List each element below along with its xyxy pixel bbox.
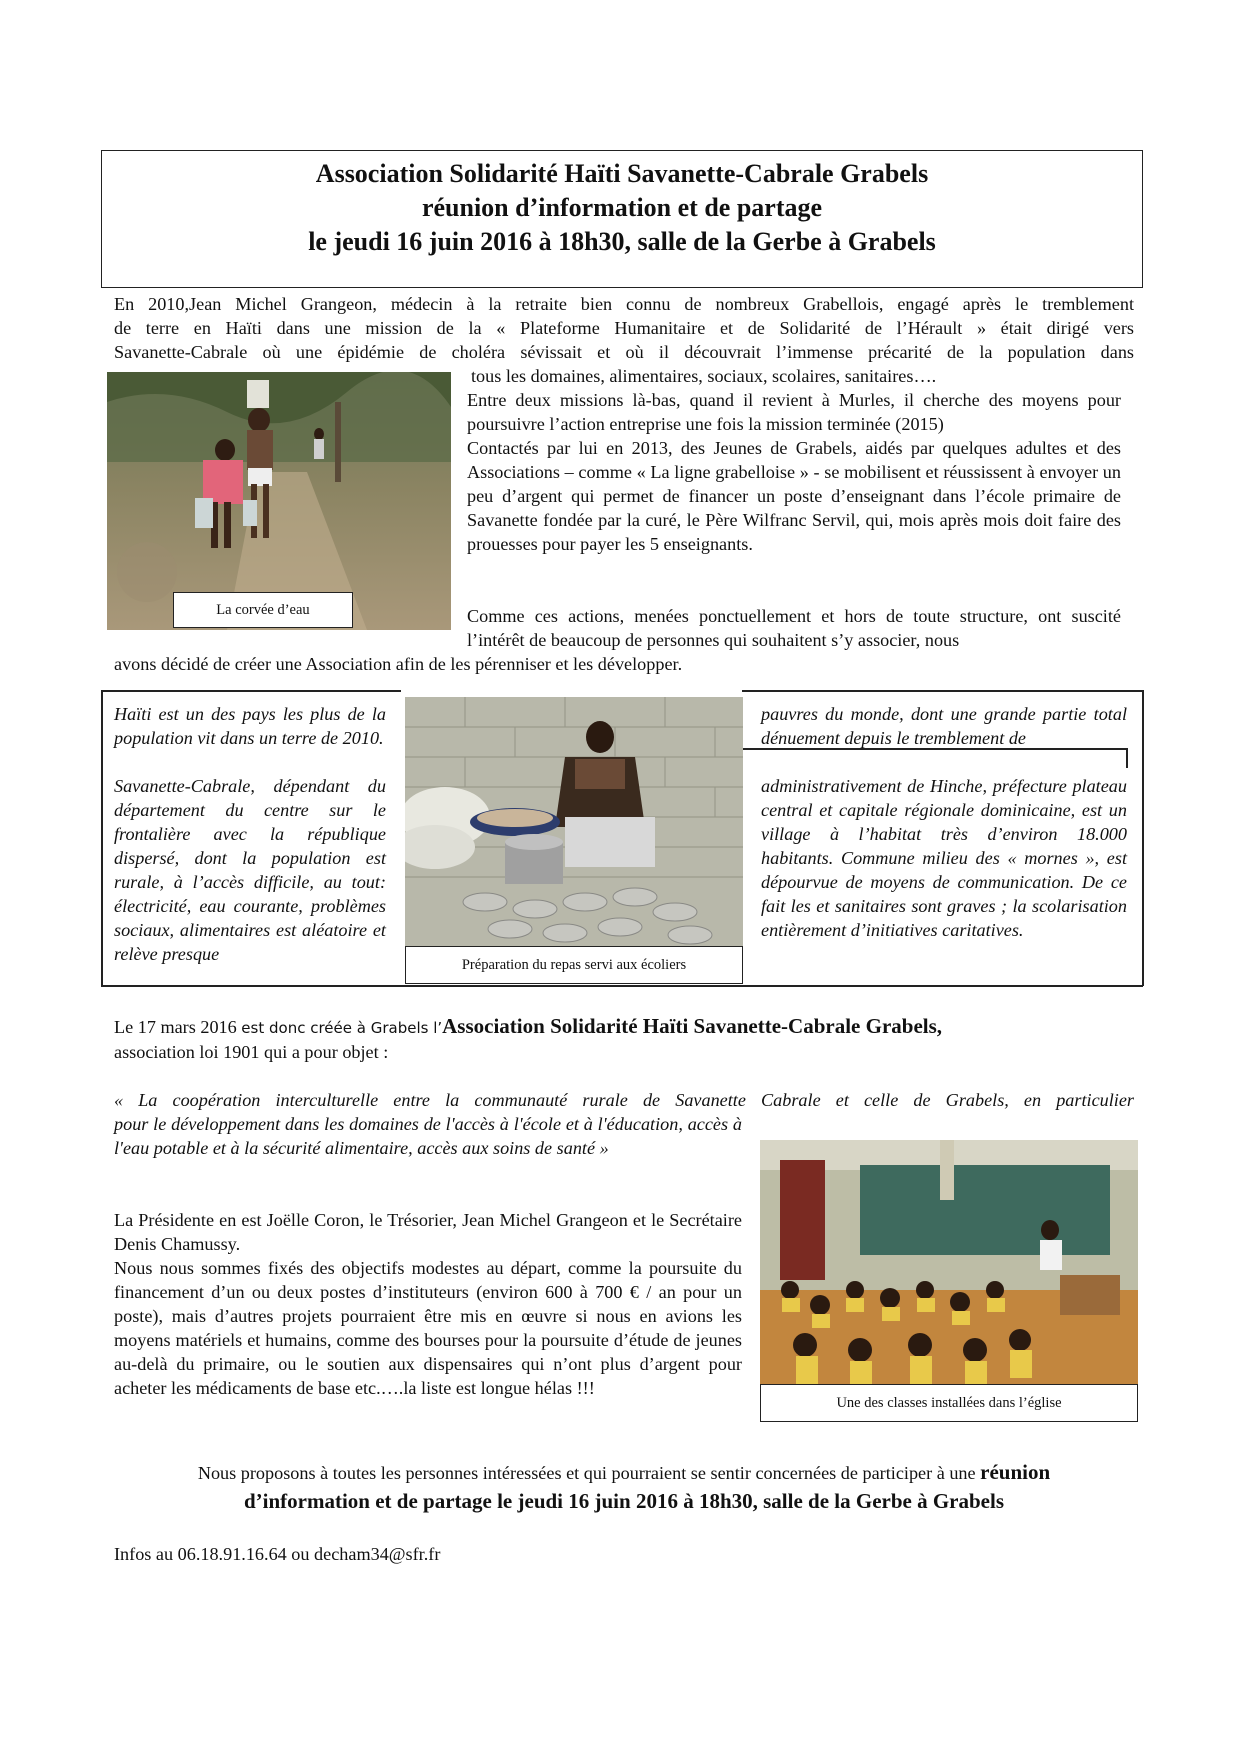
intro-line-2: de terre en Haïti dans une mission de la « Plateforme Humanitaire et de Solidarité de l’Hérault » était dirigé vers bbox=[114, 318, 1134, 338]
haiti-left-text-2: Savanette-Cabrale, dépendant du département du centre sur le frontalière avec la république dispersé, dont la population est rurale, à l’accès difficile, au tout: électricité, eau courante, problèmes sociaux, alimentaires est aléatoire et relève presque bbox=[114, 776, 386, 964]
frame-mid-right-tick bbox=[1126, 748, 1128, 768]
frame-top-right bbox=[742, 690, 1142, 692]
haiti-left-text: Haïti est un des pays les plus de la population vit dans un terre de 2010. bbox=[114, 704, 386, 748]
objectives-text: Nous nous sommes fixés des objectifs modestes au départ, comme la poursuite du financement d’un ou deux postes d’instituteurs (environ 600 à 700 € / an pour un poste), mais d’autres projets pourraient être mis en œuvre si nous en avions les moyens matériels et humains, comme des bourses pour la poursuite d’étude de jeunes au-delà du primaire, ou le soutien aux dispensaires qui n’ont plus d’argent pour acheter les médicaments de base etc.….la liste est longue hélas !!! bbox=[114, 1258, 742, 1398]
object-quote-line-1: « La coopération interculturelle entre la communauté rurale de Savanette Cabrale et celle de Grabels, en particulier bbox=[114, 1090, 1134, 1110]
object-quote-rest: pour le développement dans les domaines de l'accès à l'école et à l'éducation, accès à l'eau potable et à la sécurité alimentaire, accès aux soins de santé » bbox=[114, 1114, 742, 1158]
intro-para-4-end: avons décidé de créer une Association afin de les pérenniser et les développer. bbox=[114, 654, 683, 674]
title-line-1: Association Solidarité Haïti Savanette-Cabrale Grabels bbox=[315, 159, 929, 188]
classroom-photo bbox=[760, 1140, 1138, 1390]
creation-mid: est donc créée à Grabels l’ bbox=[241, 1019, 443, 1037]
photo3-caption: Une des classes installées dans l’église bbox=[760, 1384, 1138, 1422]
invitation-line-1 bbox=[114, 1458, 1134, 1487]
creation-line-2: association loi 1901 qui a pour objet : bbox=[114, 1042, 389, 1062]
intro-para-3: Contactés par lui en 2013, des Jeunes de Grabels, aidés par quelques adultes et des Associations – comme « La ligne grabelloise » - se mobilisent et réussissent à envoyer un peu d’argent qui permet de financer un poste d’enseignant dans l’école primaire de Savanette fondée par la curé, le Père Wilfranc Servil, qui, mois après mois doit faire des prouesses pour payer les 5 enseignants. bbox=[467, 438, 1121, 554]
photo1-caption: La corvée d’eau bbox=[173, 592, 353, 628]
title-line-3: le jeudi 16 juin 2016 à 18h30, salle de la Gerbe à Grabels bbox=[308, 227, 936, 256]
frame-right bbox=[1142, 690, 1144, 986]
haiti-right-text: pauvres du monde, dont une grande partie total dénuement depuis le tremblement de bbox=[761, 704, 1127, 748]
contact-info: Infos au 06.18.91.16.64 ou decham34@sfr.fr bbox=[114, 1544, 441, 1564]
creation-line bbox=[114, 1014, 1134, 1040]
intro-line-4: tous les domaines, alimentaires, sociaux, scolaires, sanitaires…. bbox=[471, 366, 937, 386]
frame-bottom bbox=[101, 985, 1143, 987]
invitation-line-2: d’information et de partage le jeudi 16 juin 2016 à 18h30, salle de la Gerbe à Grabels bbox=[243, 1489, 1005, 1513]
invitation-normal: Nous proposons à toutes les personnes intéressées et qui pourraient se sentir concernées de participer à une bbox=[197, 1463, 981, 1483]
intro-line-1: En 2010,Jean Michel Grangeon, médecin à la retraite bien connu de nombreux Grabellois, engagé après le tremblement bbox=[114, 294, 1134, 314]
creation-prefix: Le 17 mars 2016 bbox=[114, 1017, 242, 1037]
intro-line-3: Savanette-Cabrale où une épidémie de choléra sévissait et où il découvrait l’immense précarité de la population dans bbox=[114, 342, 1134, 362]
frame-left bbox=[101, 690, 103, 986]
invitation-bold-1: réunion bbox=[980, 1460, 1051, 1484]
intro-para-2: Entre deux missions là-bas, quand il revient à Murles, il cherche des moyens pour poursuivre l’action entreprise une fois la mission terminée (2015) bbox=[467, 390, 1121, 434]
board-text: La Présidente en est Joëlle Coron, le Trésorier, Jean Michel Grangeon et le Secrétaire Denis Chamussy. bbox=[114, 1210, 742, 1254]
creation-assoc-name: Association Solidarité Haïti Savanette-Cabrale Grabels, bbox=[442, 1014, 943, 1038]
meal-preparation-photo bbox=[405, 697, 743, 950]
title-box bbox=[101, 150, 1143, 288]
intro-para-4: Comme ces actions, menées ponctuellement et hors de toute structure, ont suscité l’intérêt de beaucoup de personnes qui souhaitent s’y associer, nous bbox=[467, 606, 1121, 650]
frame-top-left bbox=[101, 690, 401, 692]
photo2-caption: Préparation du repas servi aux écoliers bbox=[405, 946, 743, 984]
title-line-2: réunion d’information et de partage bbox=[421, 193, 823, 222]
haiti-right-text-2: administrativement de Hinche, préfecture plateau central et capitale régionale dominicaine, est un village à l’habitat très d’environ 18.000 habitants. Commune milieu des « mornes », est dépourvue de moyens de communication. De ce fait les et sanitaires sont graves ; la scolarisation entièrement d’initiatives caritatives. bbox=[761, 776, 1127, 940]
